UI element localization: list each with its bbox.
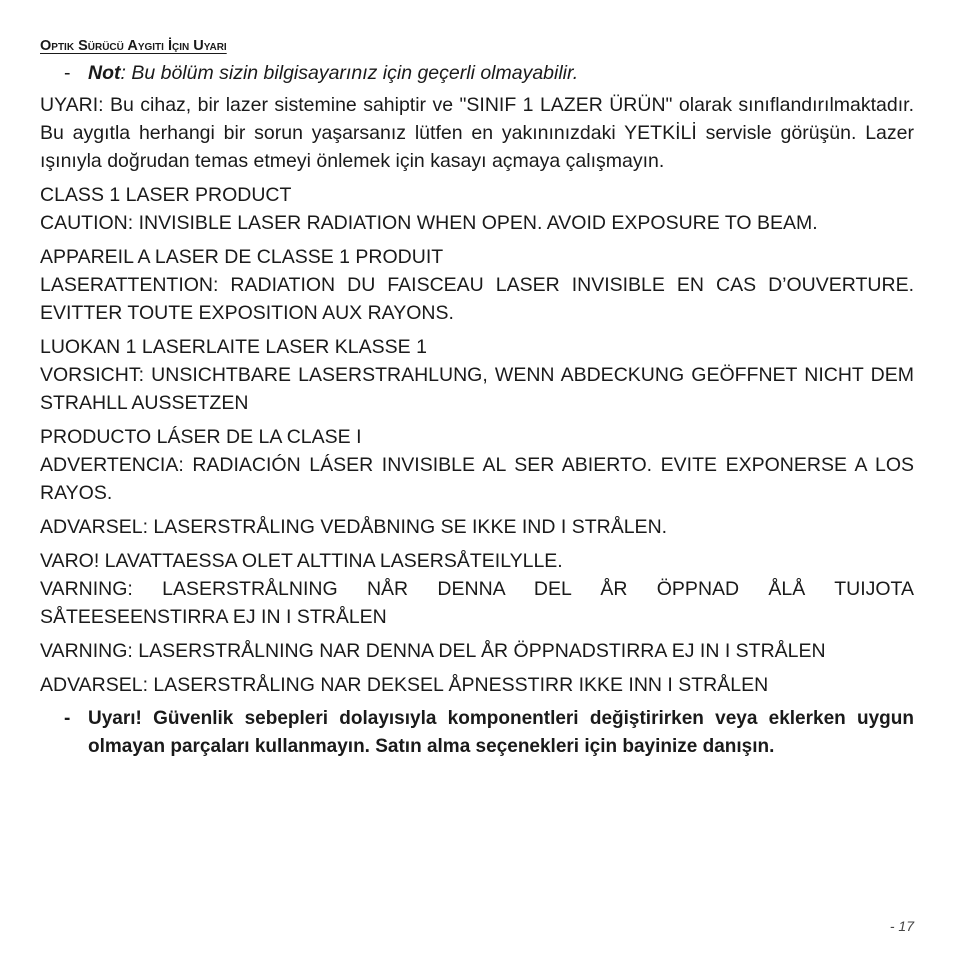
note-label: Not [88,62,121,84]
varo-heading: VARO! LAVATTAESSA OLET ALTTINA LASERSÅTEILYLLE. [40,550,563,572]
laser-block-fr [40,243,914,327]
note-dash: - [64,62,71,84]
uyari-paragraph: UYARI: Bu cihaz, bir lazer sistemine sahiptir ve "SINIF 1 LAZER ÜRÜN" olarak sınıflandırılmaktadır. Bu aygıtla herhangi bir sorun yaşarsanız lütfen en yakınınızdaki YETKİLİ servisle görüşün. Lazer ışınıyla doğrudan temas etmeyi önlemek için kasayı açmaya çalışmayın. [40,94,914,172]
varning-sv: VARNING: LASERSTRÅLNING NAR DENNA DEL ÅR ÖPPNADSTIRRA EJ IN I STRÅLEN [40,640,826,662]
warning-text: Uyarı! Güvenlik sebepleri dolayısıyla komponentleri değiştirirken veya eklerken uygun olmayan parçaları kullanmayın. Satın alma seçenekleri için bayinize danışın. [88,708,914,757]
varning-body: VARNING: LASERSTRÅLNING NÅR DENNA DEL ÅR ÖPPNAD ÅLÅ TUIJOTA SÅTEESEENSTIRRA EJ IN I STRÅLEN [40,578,914,628]
page-number: - 17 [889,918,914,934]
laser-body-es: ADVERTENCIA: RADIACIÓN LÁSER INVISIBLE AL SER ABIERTO. EVITE EXPONERSE A LOS RAYOS. [40,454,914,504]
laser-heading-fr: APPAREIL A LASER DE CLASSE 1 PRODUIT [40,246,444,268]
note-content: : Bu bölüm sizin bilgisayarınız için geçerli olmayabilir. [120,62,579,84]
laser-heading-en: CLASS 1 LASER PRODUCT [40,184,292,206]
laser-body-de: VORSICHT: UNSICHTBARE LASERSTRAHLUNG, WENN ABDECKUNG GEÖFFNET NICHT DEM STRAHLL AUSSETZEN [40,364,914,414]
advarsel-no: ADVARSEL: LASERSTRÅLING NAR DEKSEL ÅPNESSTIRR IKKE INN I STRÅLEN [40,674,769,696]
section-title: Optik Sürücü Aygıtı İçin Uyarı [40,38,227,54]
laser-body-en: CAUTION: INVISIBLE LASER RADIATION WHEN OPEN. AVOID EXPOSURE TO BEAM. [40,212,818,234]
note-text [88,59,578,87]
laser-block-en [40,181,914,237]
safety-warning [40,705,914,761]
note-item [40,59,914,87]
laser-body-fr: LASERATTENTION: RADIATION DU FAISCEAU LASER INVISIBLE EN CAS D’OUVERTURE. EVITTER TOUTE EXPOSITION AUX RAYONS. [40,274,914,324]
document-page [40,36,914,761]
laser-heading-de: LUOKAN 1 LASERLAITE LASER KLASSE 1 [40,336,427,358]
laser-heading-es: PRODUCTO LÁSER DE LA CLASE I [40,426,362,448]
laser-block-fi-sv [40,547,914,631]
laser-block-es [40,423,914,507]
advarsel-da: ADVARSEL: LASERSTRÅLING VEDÅBNING SE IKKE IND I STRÅLEN. [40,516,668,538]
warning-dash: - [64,708,71,729]
laser-block-de [40,333,914,417]
